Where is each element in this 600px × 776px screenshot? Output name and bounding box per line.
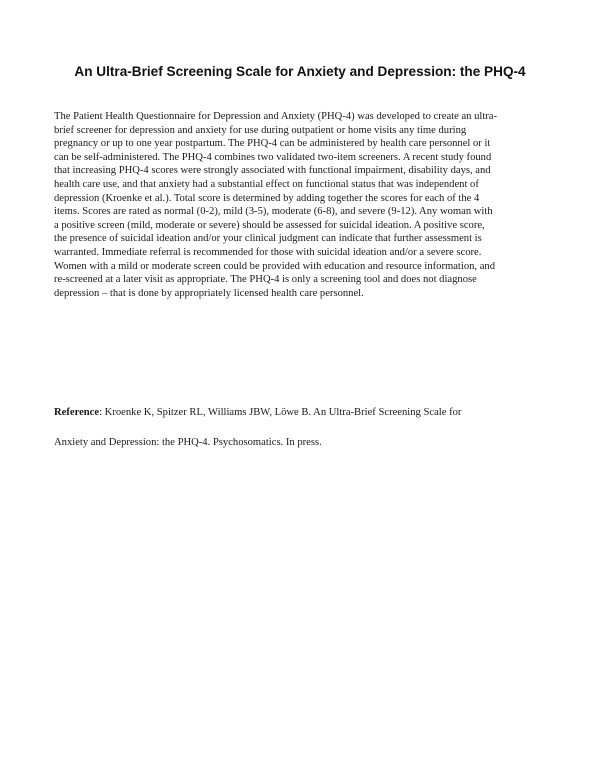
reference-text: : Kroenke K, Spitzer RL, Williams JBW, Löwe B. An Ultra-Brief Screening Scale for	[99, 407, 462, 418]
reference-line-1	[54, 407, 554, 418]
body-line: warranted. Immediate referral is recommended for those with suicidal ideation and/or a severe score.	[54, 246, 482, 258]
body-line: items. Scores are rated as normal (0-2), mild (3-5), moderate (6-8), and severe (9-12). Any woman with	[54, 206, 493, 218]
body-line: can be self-administered. The PHQ-4 combines two validated two-item screeners. A recent study found	[54, 151, 492, 163]
body-line: Women with a mild or moderate screen could be provided with education and resource information, and	[54, 260, 496, 272]
body-line: pregnancy or up to one year postpartum. The PHQ-4 can be administered by health care personnel or it	[54, 138, 491, 150]
reference-line-2: Anxiety and Depression: the PHQ-4. Psychosomatics. In press.	[54, 437, 322, 448]
document-title: An Ultra-Brief Screening Scale for Anxiety and Depression: the PHQ-4	[74, 64, 526, 79]
body-line: the presence of suicidal ideation and/or your clinical judgment can indicate that further assessment is	[54, 233, 482, 245]
body-line: re-screened at a later visit as appropriate. The PHQ-4 is only a screening tool and does not diagnose	[54, 274, 477, 286]
body-line: depression – that is done by appropriately licensed health care personnel.	[54, 287, 364, 299]
body-line: a positive screen (mild, moderate or severe) should be assessed for suicidal ideation. A positive score,	[54, 219, 485, 231]
body-line: health care use, and that anxiety had a substantial effect on functional status that was independent of	[54, 178, 479, 190]
body-line: that increasing PHQ-4 scores were strongly associated with functional impairment, disability days, and	[54, 165, 491, 177]
reference-label: Reference	[54, 407, 100, 418]
body-line: The Patient Health Questionnaire for Depression and Anxiety (PHQ-4) was developed to create an ultra-	[54, 111, 498, 122]
body-paragraph	[54, 110, 554, 300]
body-line: brief screener for depression and anxiety for use during outpatient or home visits any time during	[54, 124, 467, 136]
body-line: depression (Kroenke et al.). Total score is determined by adding together the scores for each of the 4	[54, 192, 480, 204]
